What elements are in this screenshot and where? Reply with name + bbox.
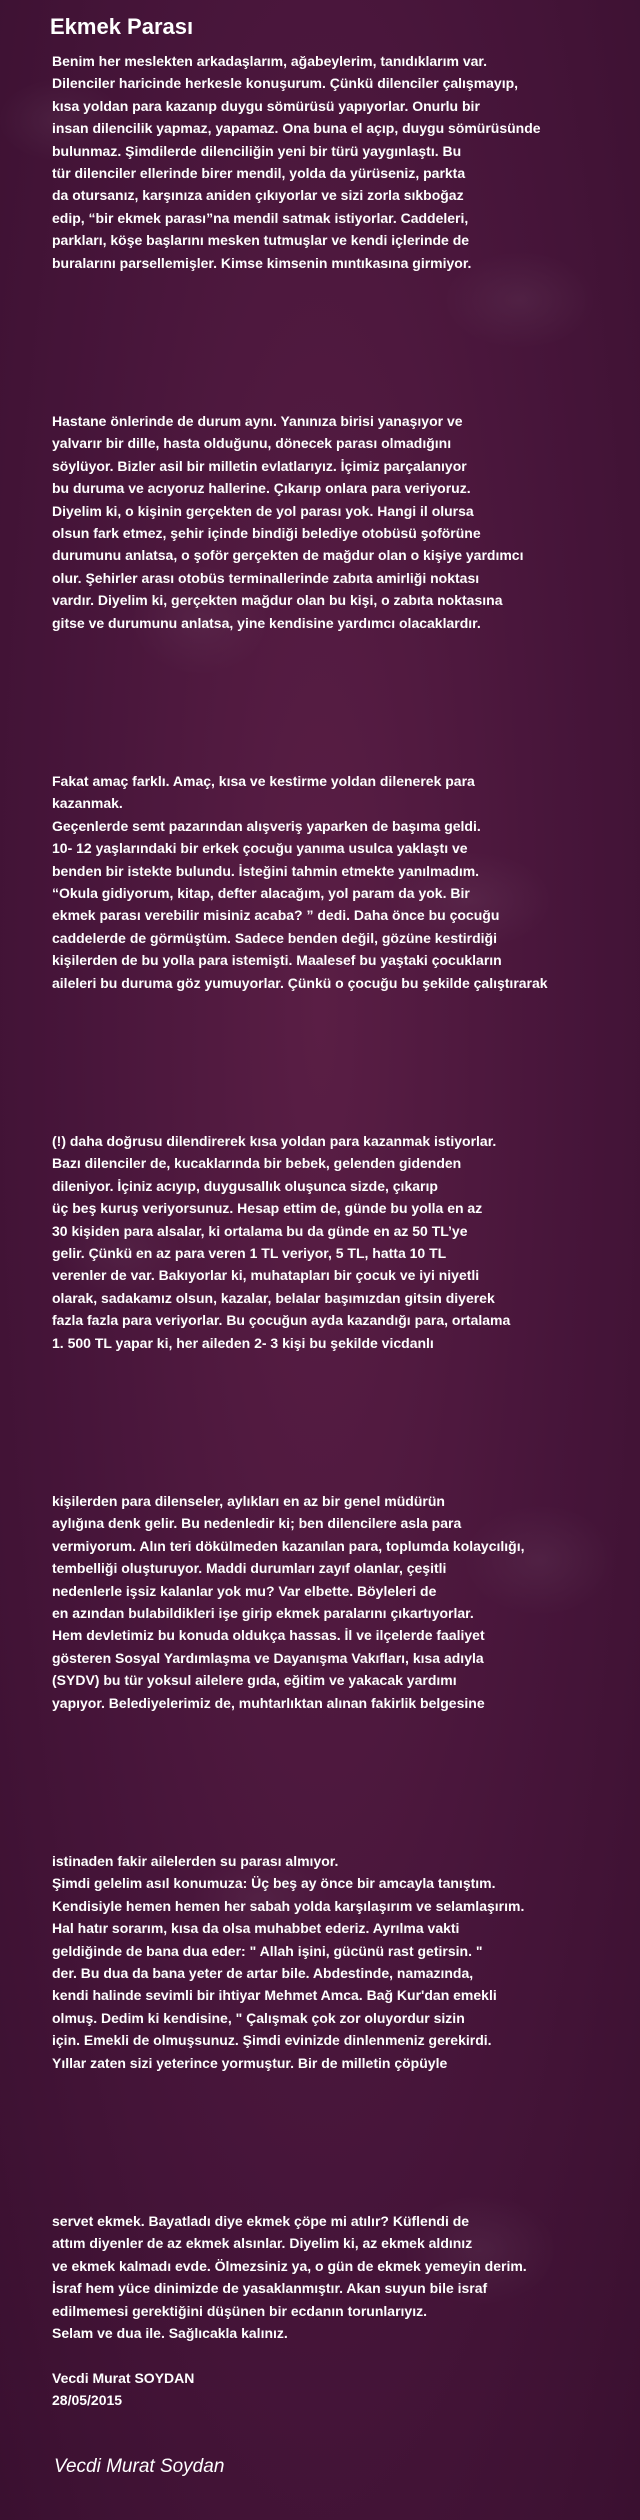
text-line: 30 kişiden para alsalar, ki ortalama bu da günde en az 50 TL’ye xyxy=(52,1222,468,1239)
paragraph-5 xyxy=(52,1490,636,1714)
paragraph-6 xyxy=(52,1850,636,2074)
text-line: olmuş. Dedim ki kendisine, " Çalışmak çok zor oluyordur sizin xyxy=(52,2009,465,2026)
text-line: Fakat amaç farklı. Amaç, kısa ve kestirme yoldan dilenerek para xyxy=(52,773,475,789)
text-line: Hem devletimiz bu konuda oldukça hassas. İl ve ilçelerde faaliyet xyxy=(52,1627,485,1644)
text-line: 28/05/2015 xyxy=(52,2392,123,2409)
text-line: Şimdi gelelim asıl konumuza: Üç beş ay önce bir amcayla tanıştım. xyxy=(52,1875,496,1892)
text-line: Yıllar zaten sizi yeterince yormuştur. Bir de milletin çöpüyle xyxy=(52,2054,448,2071)
text-line xyxy=(52,2344,636,2366)
text-line: yapıyor. Belediyelerimiz de, muhtarlıktan alınan fakirlik belgesine xyxy=(52,1694,485,1711)
text-line: Vecdi Murat SOYDAN xyxy=(52,2369,195,2386)
text-line: verenler de var. Bakıyorlar ki, muhatapları bir çocuk ve iyi niyetli xyxy=(52,1267,480,1284)
text-line: durumunu anlatsa, o şoför gerçekten de mağdur olan o kişiye yardımcı xyxy=(52,547,524,564)
text-line: kişilerden para dilenseler, aylıkları en az bir genel müdürün xyxy=(52,1493,445,1509)
text-line: gösteren Sosyal Yardımlaşma ve Dayanışma Vakıfları, kısa adıyla xyxy=(52,1649,484,1666)
text-line: vardır. Diyelim ki, gerçekten mağdur olan bu kişi, o zabıta noktasına xyxy=(52,592,503,609)
text-line: (!) daha doğrusu dilendirerek kısa yoldan para kazanmak istiyorlar. xyxy=(52,1133,497,1149)
text-line: buralarını parsellemişler. Kimse kimsenin mıntıkasına girmiyor. xyxy=(52,254,472,271)
poem-title: Ekmek Parası xyxy=(50,14,194,39)
paragraph-2 xyxy=(52,410,636,634)
text-line: parkları, köşe başlarını mesken tutmuşlar ve kendi içlerinde de xyxy=(52,232,470,249)
text-line: Geçenlerde semt pazarından alışveriş yaparken de başıma geldi. xyxy=(52,817,481,834)
text-line: caddelerde de görmüştüm. Sadece benden değil, gözüne kestirdiği xyxy=(52,929,497,946)
text-line: Diyelim ki, o kişinin gerçekten de yol parası yok. Hangi il olursa xyxy=(52,502,474,519)
text-line: Benim her meslekten arkadaşlarım, ağabeylerim, tanıdıklarım var. xyxy=(52,53,487,69)
text-line: İsraf hem yüce dinimizde de yasaklanmıştır. Akan suyun bile israf xyxy=(52,2280,488,2297)
paragraph-1 xyxy=(52,50,636,274)
text-line: istinaden fakir ailelerden su parası almıyor. xyxy=(52,1853,339,1869)
text-line: nedenlerle işsiz kalanlar yok mu? Var elbette. Böyleleri de xyxy=(52,1582,437,1599)
text-line: fazla fazla para veriyorlar. Bu çocuğun ayda kazandığı para, ortalama xyxy=(52,1312,511,1329)
text-line: Hal hatır sorarım, kısa da olsa muhabbet ederiz. Ayrılma vakti xyxy=(52,1920,460,1937)
text-line: bu duruma ve acıyoruz hallerine. Çıkarıp onlara para veriyoruz. xyxy=(52,480,471,497)
text-line: olsun fark etmez, şehir içinde bindiği belediye otobüsü şoförüne xyxy=(52,525,481,542)
text-line: Dilenciler haricinde herkesle konuşurum. Çünkü dilenciler çalışmayıp, xyxy=(52,75,519,92)
text-line: söylüyor. Bizler asil bir milletin evlatlarıyız. İçimiz parçalanıyor xyxy=(52,457,467,474)
text-line: der. Bu dua da bana yeter de artar bile. Abdestinde, namazında, xyxy=(52,1965,474,1982)
text-line: 10- 12 yaşlarındaki bir erkek çocuğu yanıma usulca yaklaştı ve xyxy=(52,840,468,857)
text-line: dileniyor. İçiniz acıyıp, duygusallık oluşunca sizde, çıkarıp xyxy=(52,1177,438,1194)
text-line: servet ekmek. Bayatladı diye ekmek çöpe mi atılır? Küflendi de xyxy=(52,2213,470,2229)
text-line: benden bir istekte bulundu. İsteğini tahmin etmekte yanılmadım. xyxy=(52,862,480,879)
text-line: attım diyenler de az ekmek alsınlar. Diyelim ki, az ekmek aldınız xyxy=(52,2235,473,2252)
text-line: olarak, sadakamız olsun, kazalar, belalar başımızdan gitsin diyerek xyxy=(52,1289,495,1306)
text-line: vermiyorum. Alın teri dökülmeden kazanılan para, toplumda kolaycılığı, xyxy=(52,1537,525,1554)
paragraph-7 xyxy=(52,2210,636,2412)
author-signature: Vecdi Murat Soydan xyxy=(54,2456,225,2477)
text-line: kendi halinde sevimli bir ihtiyar Mehmet Amca. Bağ Kur'dan emekli xyxy=(52,1987,497,2004)
paragraph-3 xyxy=(52,770,636,994)
text-line: ve ekmek kalmadı evde. Ölmezsiniz ya, o gün de ekmek yemeyin derim. xyxy=(52,2257,527,2274)
text-line: aileleri bu duruma göz yumuyorlar. Çünkü o çocuğu bu şekilde çalıştırarak xyxy=(52,974,548,991)
text-line: (SYDV) bu tür yoksul ailelere gıda, eğitim ve yakacak yardımı xyxy=(52,1672,457,1689)
text-line: gelir. Çünkü en az para veren 1 TL veriyor, 5 TL, hatta 10 TL xyxy=(52,1245,447,1262)
text-line: en azından bulabildikleri işe girip ekmek paralarını çıkartıyorlar. xyxy=(52,1605,474,1622)
text-line: bulunmaz. Şimdilerde dilenciliğin yeni bir türü yaygınlaştı. Bu xyxy=(52,142,462,159)
text-line: insan dilencilik yapmaz, yapamaz. Ona buna el açıp, duygu sömürüsünde xyxy=(52,120,541,137)
text-line: aylığına denk gelir. Bu nedenledir ki; ben dilencilere asla para xyxy=(52,1515,462,1532)
text-line: için. Emekli de olmuşsunuz. Şimdi evinizde dinlenmeniz gerekirdi. xyxy=(52,2032,492,2049)
text-line: kısa yoldan para kazanıp duygu sömürüsü yapıyorlar. Onurlu bir xyxy=(52,97,480,114)
text-line: kazanmak. xyxy=(52,795,123,812)
text-line: kişilerden de bu yolla para istemişti. Maalesef bu yaştaki çocukların xyxy=(52,952,502,969)
text-line: tembelliği oluşturuyor. Maddi durumları zayıf olanlar, çeşitli xyxy=(52,1560,447,1577)
text-line: Bazı dilenciler de, kucaklarında bir bebek, gelenden gidenden xyxy=(52,1155,462,1172)
text-line: edilmemesi gerektiğini düşünen bir ecdanın torunlarıyız. xyxy=(52,2302,427,2319)
text-line: tür dilenciler ellerinde birer mendil, yolda da yürüseniz, parkta xyxy=(52,165,466,182)
text-line: Selam ve dua ile. Sağlıcakla kalınız. xyxy=(52,2325,288,2342)
text-line: gitse ve durumunu anlatsa, yine kendisine yardımcı olacaklardır. xyxy=(52,614,481,631)
text-line: üç beş kuruş veriyorsunuz. Hesap ettim de, günde bu yolla en az xyxy=(52,1200,483,1217)
text-line: olur. Şehirler arası otobüs terminallerinde zabıta amirliği noktası xyxy=(52,569,480,586)
text-line: da otursanız, karşınıza aniden çıkıyorlar ve sizi zorla sıkboğaz xyxy=(52,187,464,204)
text-line: 1. 500 TL yapar ki, her aileden 2- 3 kişi bu şekilde vicdanlı xyxy=(52,1334,434,1351)
text-line: Hastane önlerinde de durum aynı. Yanınıza birisi yanaşıyor ve xyxy=(52,413,463,429)
text-line: geldiğinde de bana dua eder: " Allah işini, gücünü rast getirsin. " xyxy=(52,1942,483,1959)
text-line: edip, “bir ekmek parası”na mendil satmak istiyorlar. Caddeleri, xyxy=(52,209,469,226)
text-line: yalvarır bir dille, hasta olduğunu, dönecek parası olmadığını xyxy=(52,435,452,452)
paragraph-4 xyxy=(52,1130,636,1354)
text-line: Kendisiyle hemen hemen her sabah yolda karşılaşırım ve selamlaşırım. xyxy=(52,1897,525,1914)
text-line: “Okula gidiyorum, kitap, defter alacağım, yol param da yok. Bir xyxy=(52,885,470,902)
text-line: ekmek parası verebilir misiniz acaba? ” dedi. Daha önce bu çocuğu xyxy=(52,907,500,924)
